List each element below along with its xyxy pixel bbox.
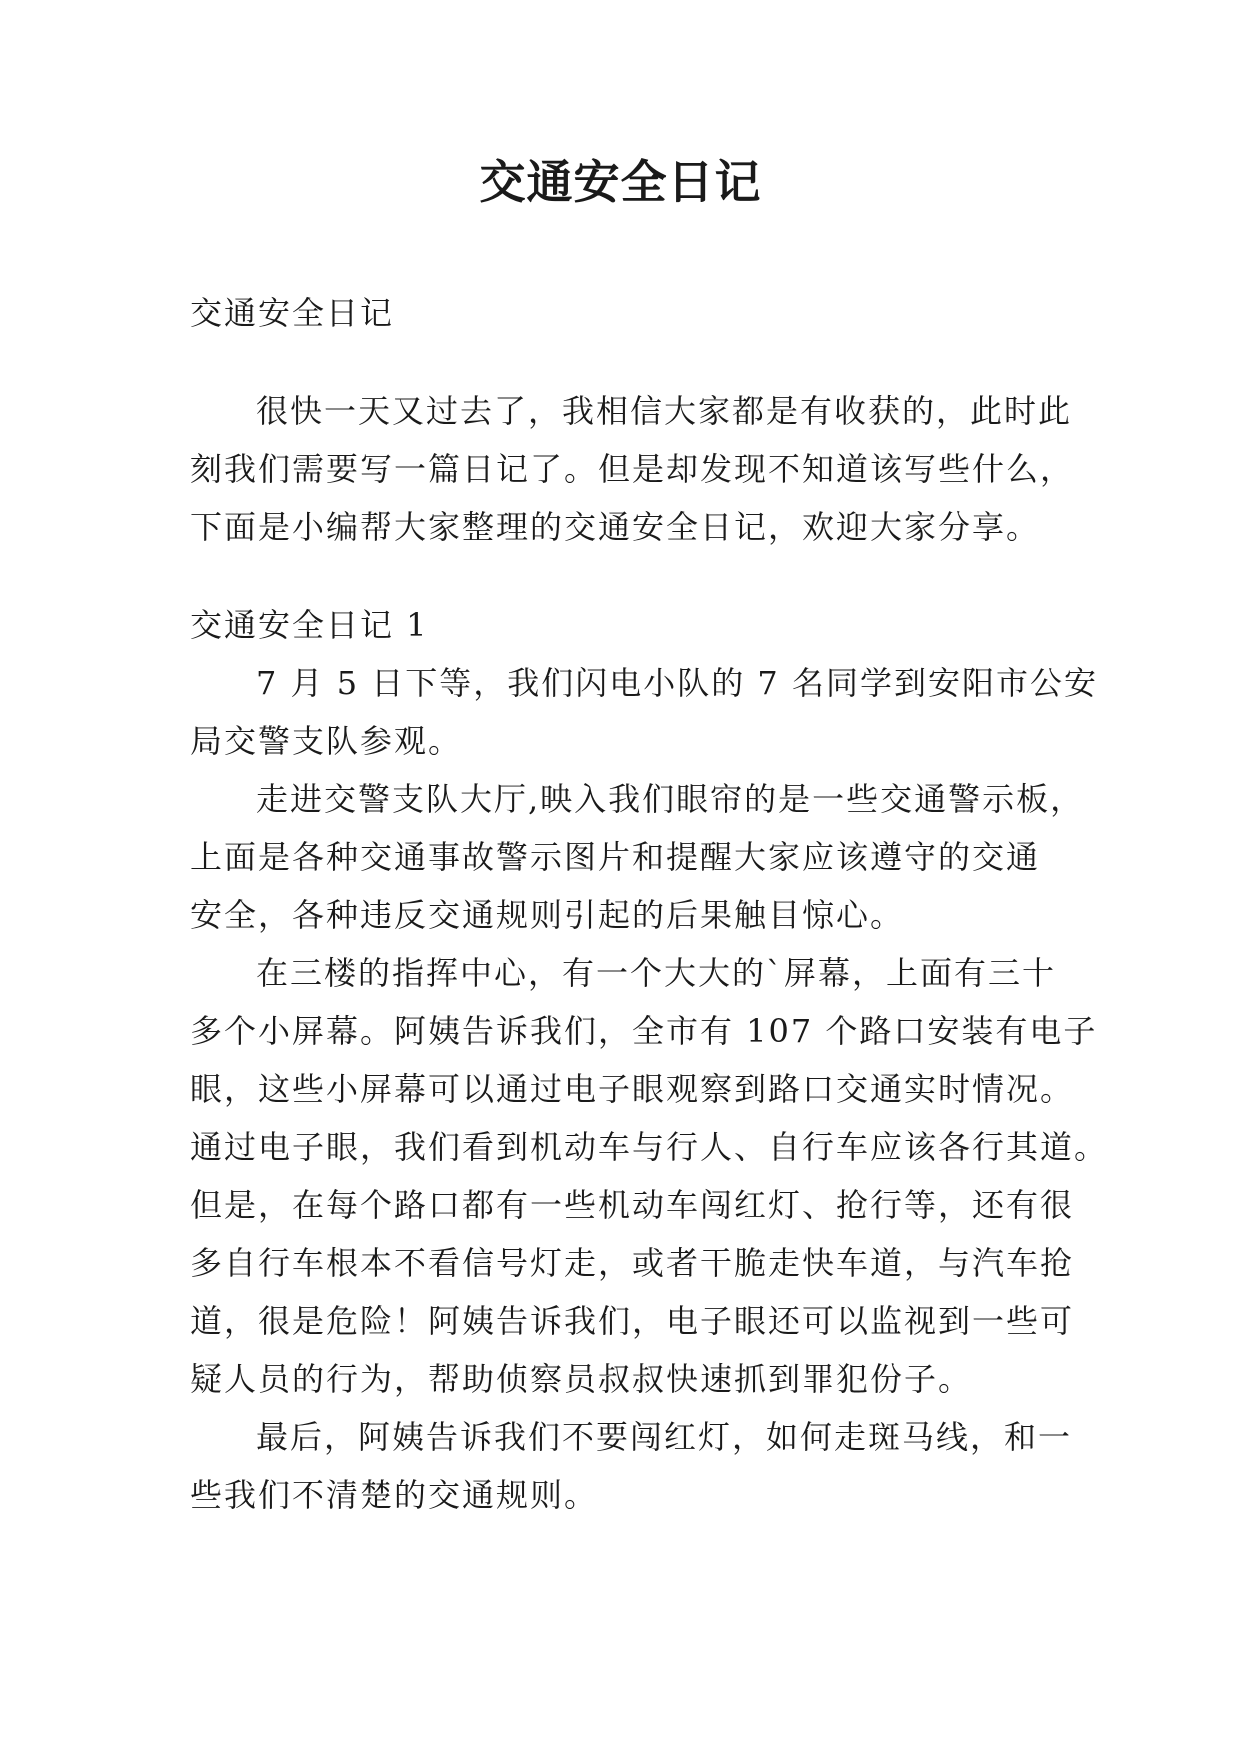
paragraph-line: 7 月 5 日下等，我们闪电小队的 7 名同学到安阳市公安 [256, 664, 1098, 702]
paragraph-line: 道，很是危险！阿姨告诉我们，电子眼还可以监视到一些可 [190, 1302, 1075, 1340]
intro-line: 很快一天又过去了，我相信大家都是有收获的，此时此 [256, 392, 1073, 430]
spacer [190, 556, 1060, 596]
spacer [190, 342, 1060, 382]
intro-line: 刻我们需要写一篇日记了。但是却发现不知道该写些什么， [190, 450, 1075, 488]
paragraph-line: 疑人员的行为，帮助侦察员叔叔快速抓到罪犯份子。 [190, 1360, 973, 1398]
paragraph-line: 多个小屏幕。阿姨告诉我们，全市有 107 个路口安装有电子 [190, 1012, 1098, 1050]
paragraph-line: 上面是各种交通事故警示图片和提醒大家应该遵守的交通 [190, 838, 1041, 876]
paragraph-line: 通过电子眼，我们看到机动车与行人、自行车应该各行其道。 [190, 1128, 1109, 1166]
document-title: 交通安全日记 [479, 155, 762, 209]
paragraph-line: 多自行车根本不看信号灯走，或者干脆走快车道，与汽车抢 [190, 1244, 1075, 1282]
paragraph-line: 在三楼的指挥中心，有一个大大的`屏幕，上面有三十 [256, 954, 1057, 992]
paragraph-line: 安全，各种违反交通规则引起的后果触目惊心。 [190, 896, 905, 934]
paragraph-line: 最后，阿姨告诉我们不要闯红灯，如何走斑马线，和一 [256, 1418, 1073, 1456]
document-body [190, 284, 1109, 1524]
intro-line: 下面是小编帮大家整理的交通安全日记，欢迎大家分享。 [190, 508, 1041, 546]
paragraph-line: 但是，在每个路口都有一些机动车闯红灯、抢行等，还有很 [190, 1186, 1075, 1224]
paragraph-line: 走进交警支队大厅,映入我们眼帘的是一些交通警示板， [256, 780, 1085, 818]
paragraph-line: 眼，这些小屏幕可以通过电子眼观察到路口交通实时情况。 [190, 1070, 1075, 1108]
paragraph-line: 局交警支队参观。 [190, 722, 463, 760]
section-heading: 交通安全日记 1 [190, 606, 429, 644]
paragraph-line: 些我们不清楚的交通规则。 [190, 1476, 599, 1514]
subtitle: 交通安全日记 [190, 294, 395, 332]
